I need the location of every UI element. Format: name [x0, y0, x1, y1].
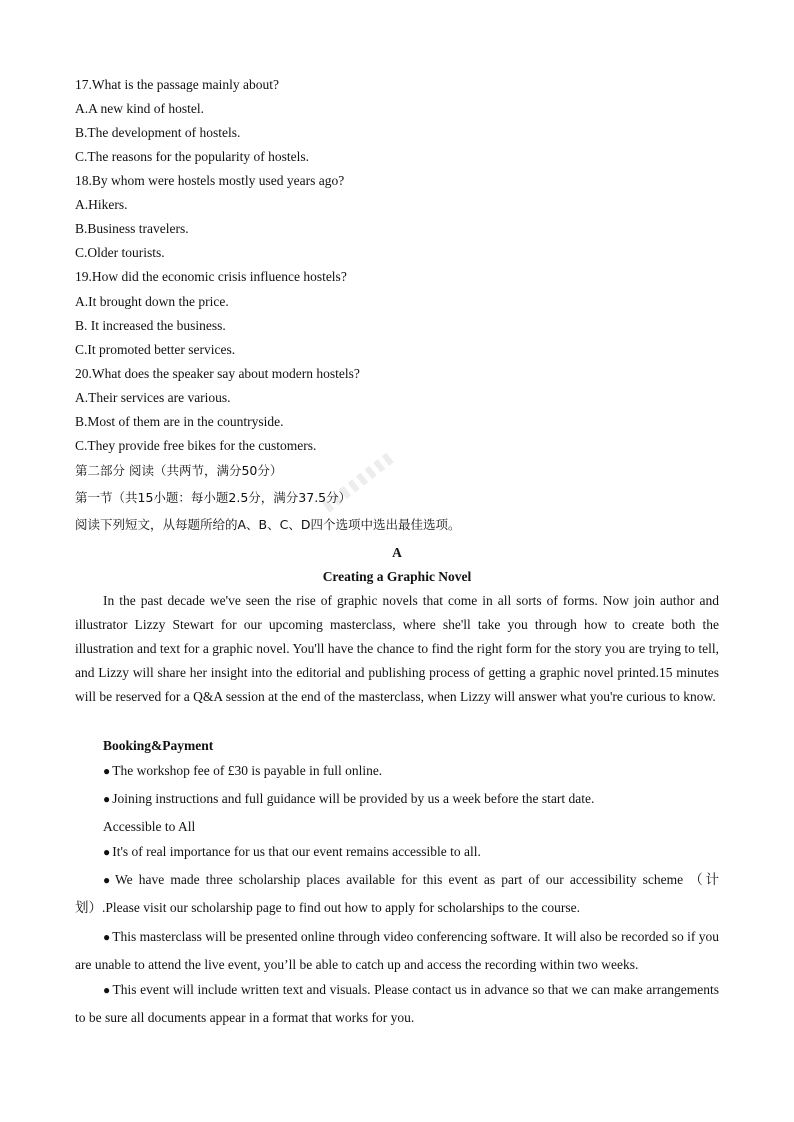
- access-item-text: This event will include written text and visuals. Please contact us in advance so that we can make arrangements to be sure all documents appear in a format that works for you.: [75, 982, 720, 1025]
- access-item: [103, 844, 481, 860]
- question-20-stem: 20.What does the speaker say about modern hostels?: [75, 366, 360, 381]
- question-19-option-a: A.It brought down the price.: [75, 294, 229, 309]
- question-17-option-b: B.The development of hostels.: [75, 125, 241, 140]
- question-18-option-c: C.Older tourists.: [75, 245, 165, 260]
- question-20-option-a: A.Their services are various.: [75, 390, 231, 405]
- bullet-icon: ●: [103, 930, 111, 944]
- question-17-option-a: A.A new kind of hostel.: [75, 101, 204, 116]
- question-19-option-b: B. It increased the business.: [75, 318, 226, 333]
- bullet-icon: ●: [103, 873, 113, 887]
- bullet-icon: ●: [103, 845, 111, 859]
- question-19-stem: 19.How did the economic crisis influence hostels?: [75, 269, 347, 284]
- instructions: 阅读下列短文，从每题所给的A、B、C、D四个选项中选出最佳选项。: [75, 517, 461, 532]
- passage-intro: In the past decade we've seen the rise of graphic novels that come in all sorts of forms. Now join author and illustrator Lizzy Stewart for our upcoming masterclass, where she'll take you through how to create both the illustration and text for a graphic novel. You'll have the chance to find the right form for the story you are trying to tell, and Lizzy will share her insight into the editorial and publishing process of getting a graphic novel printed.15 minutes will be reserved for a Q&A session at the end of the masterclass, when Lizzy will answer what you're curious to know.: [75, 593, 719, 704]
- access-item-text: This masterclass will be presented online through video conferencing software. It will also be recorded so if you are unable to attend the live event, you’ll be able to catch up and access the recording within two weeks.: [75, 929, 719, 972]
- bullet-icon: ●: [103, 792, 111, 806]
- access-item-text: We have made three scholarship places available for this event as part of our accessibility scheme （计划）.Please visit our scholarship page to find out how to apply for scholarships to the course.: [75, 872, 719, 915]
- part-heading: 第二部分 阅读（共两节，满分50分）: [75, 463, 283, 478]
- booking-item: [103, 763, 382, 779]
- sub-heading: 第一节（共15小题：每小题2.5分，满分37.5分）: [75, 490, 352, 505]
- passage-letter: A: [392, 545, 402, 560]
- question-18-option-a: A.Hikers.: [75, 197, 128, 212]
- bullet-icon: ●: [103, 764, 111, 778]
- question-18-option-b: B.Business travelers.: [75, 221, 189, 236]
- passage-title: Creating a Graphic Novel: [322, 569, 472, 584]
- access-item: [75, 923, 719, 979]
- question-20-option-c: C.They provide free bikes for the customers.: [75, 438, 317, 453]
- question-19-option-c: C.It promoted better services.: [75, 342, 236, 357]
- booking-heading: Booking&Payment: [103, 738, 214, 753]
- access-item: [75, 866, 719, 922]
- bullet-icon: ●: [103, 983, 111, 997]
- access-item-text: It's of real importance for us that our event remains accessible to all.: [112, 844, 481, 859]
- watermark: ▮▮▮▮▮▮▮▮: [318, 446, 398, 515]
- question-20-option-b: B.Most of them are in the countryside.: [75, 414, 284, 429]
- booking-item-text: Joining instructions and full guidance will be provided by us a week before the start date.: [112, 791, 595, 806]
- question-17-option-c: C.The reasons for the popularity of hostels.: [75, 149, 309, 164]
- booking-item-text: The workshop fee of £30 is payable in full online.: [112, 763, 383, 778]
- question-17-stem: 17.What is the passage mainly about?: [75, 77, 279, 92]
- booking-item: [103, 791, 594, 807]
- access-item: [75, 976, 719, 1032]
- access-heading: Accessible to All: [103, 819, 196, 834]
- question-18-stem: 18.By whom were hostels mostly used years ago?: [75, 173, 345, 188]
